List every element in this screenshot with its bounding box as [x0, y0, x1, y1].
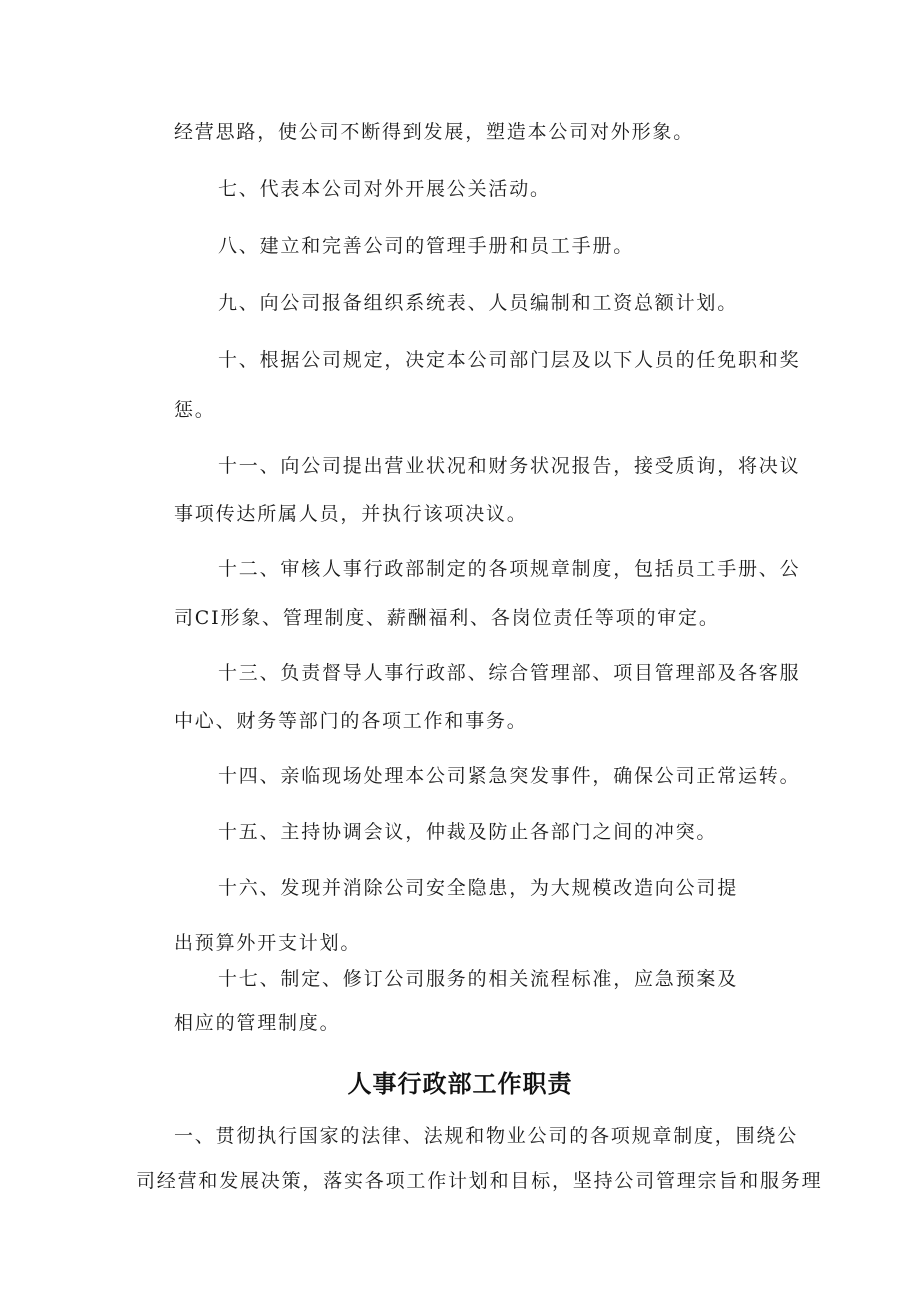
paragraph-line: 惩。 [174, 399, 216, 421]
paragraph-line: 中心、财务等部门的各项工作和事务。 [174, 710, 528, 732]
paragraph-line: 经营思路，使公司不断得到发展，塑造本公司对外形象。 [174, 121, 695, 143]
paragraph-line: 一、贯彻执行国家的法律、法规和物业公司的各项规章制度，围绕公 [174, 1125, 799, 1147]
paragraph-line: 十一、向公司提出营业状况和财务状况报告，接受质询，将决议 [218, 455, 801, 477]
paragraph-line: 事项传达所属人员，并执行该项决议。 [174, 503, 528, 525]
paragraph-line: 十六、发现并消除公司安全隐患，为大规模改造向公司提 [218, 877, 739, 899]
paragraph-line: 十五、主持协调会议，仲裁及防止各部门之间的冲突。 [218, 821, 718, 843]
paragraph-line: 十四、亲临现场处理本公司紧急突发事件，确保公司正常运转。 [218, 765, 801, 787]
paragraph-line: 十、根据公司规定，决定本公司部门层及以下人员的任免职和奖 [218, 349, 801, 371]
paragraph-line: 司CI形象、管理制度、薪酬福利、各岗位责任等项的审定。 [174, 607, 720, 629]
paragraph-line: 七、代表本公司对外开展公关活动。 [218, 178, 551, 200]
section-title: 人事行政部工作职责 [347, 1070, 573, 1098]
paragraph-line: 司经营和发展决策，落实各项工作计划和目标，坚持公司管理宗旨和服务理 [136, 1170, 823, 1192]
paragraph-line: 九、向公司报备组织系统表、人员编制和工资总额计划。 [218, 292, 739, 314]
paragraph-line: 八、建立和完善公司的管理手册和员工手册。 [218, 235, 635, 257]
paragraph-line: 十七、制定、修订公司服务的相关流程标准，应急预案及 [218, 968, 739, 990]
paragraph-line: 十二、审核人事行政部制定的各项规章制度，包括员工手册、公 [218, 558, 801, 580]
paragraph-line: 十三、负责督导人事行政部、综合管理部、项目管理部及各客服 [218, 662, 801, 684]
paragraph-line: 相应的管理制度。 [174, 1012, 341, 1034]
paragraph-line: 出预算外开支计划。 [174, 932, 362, 954]
